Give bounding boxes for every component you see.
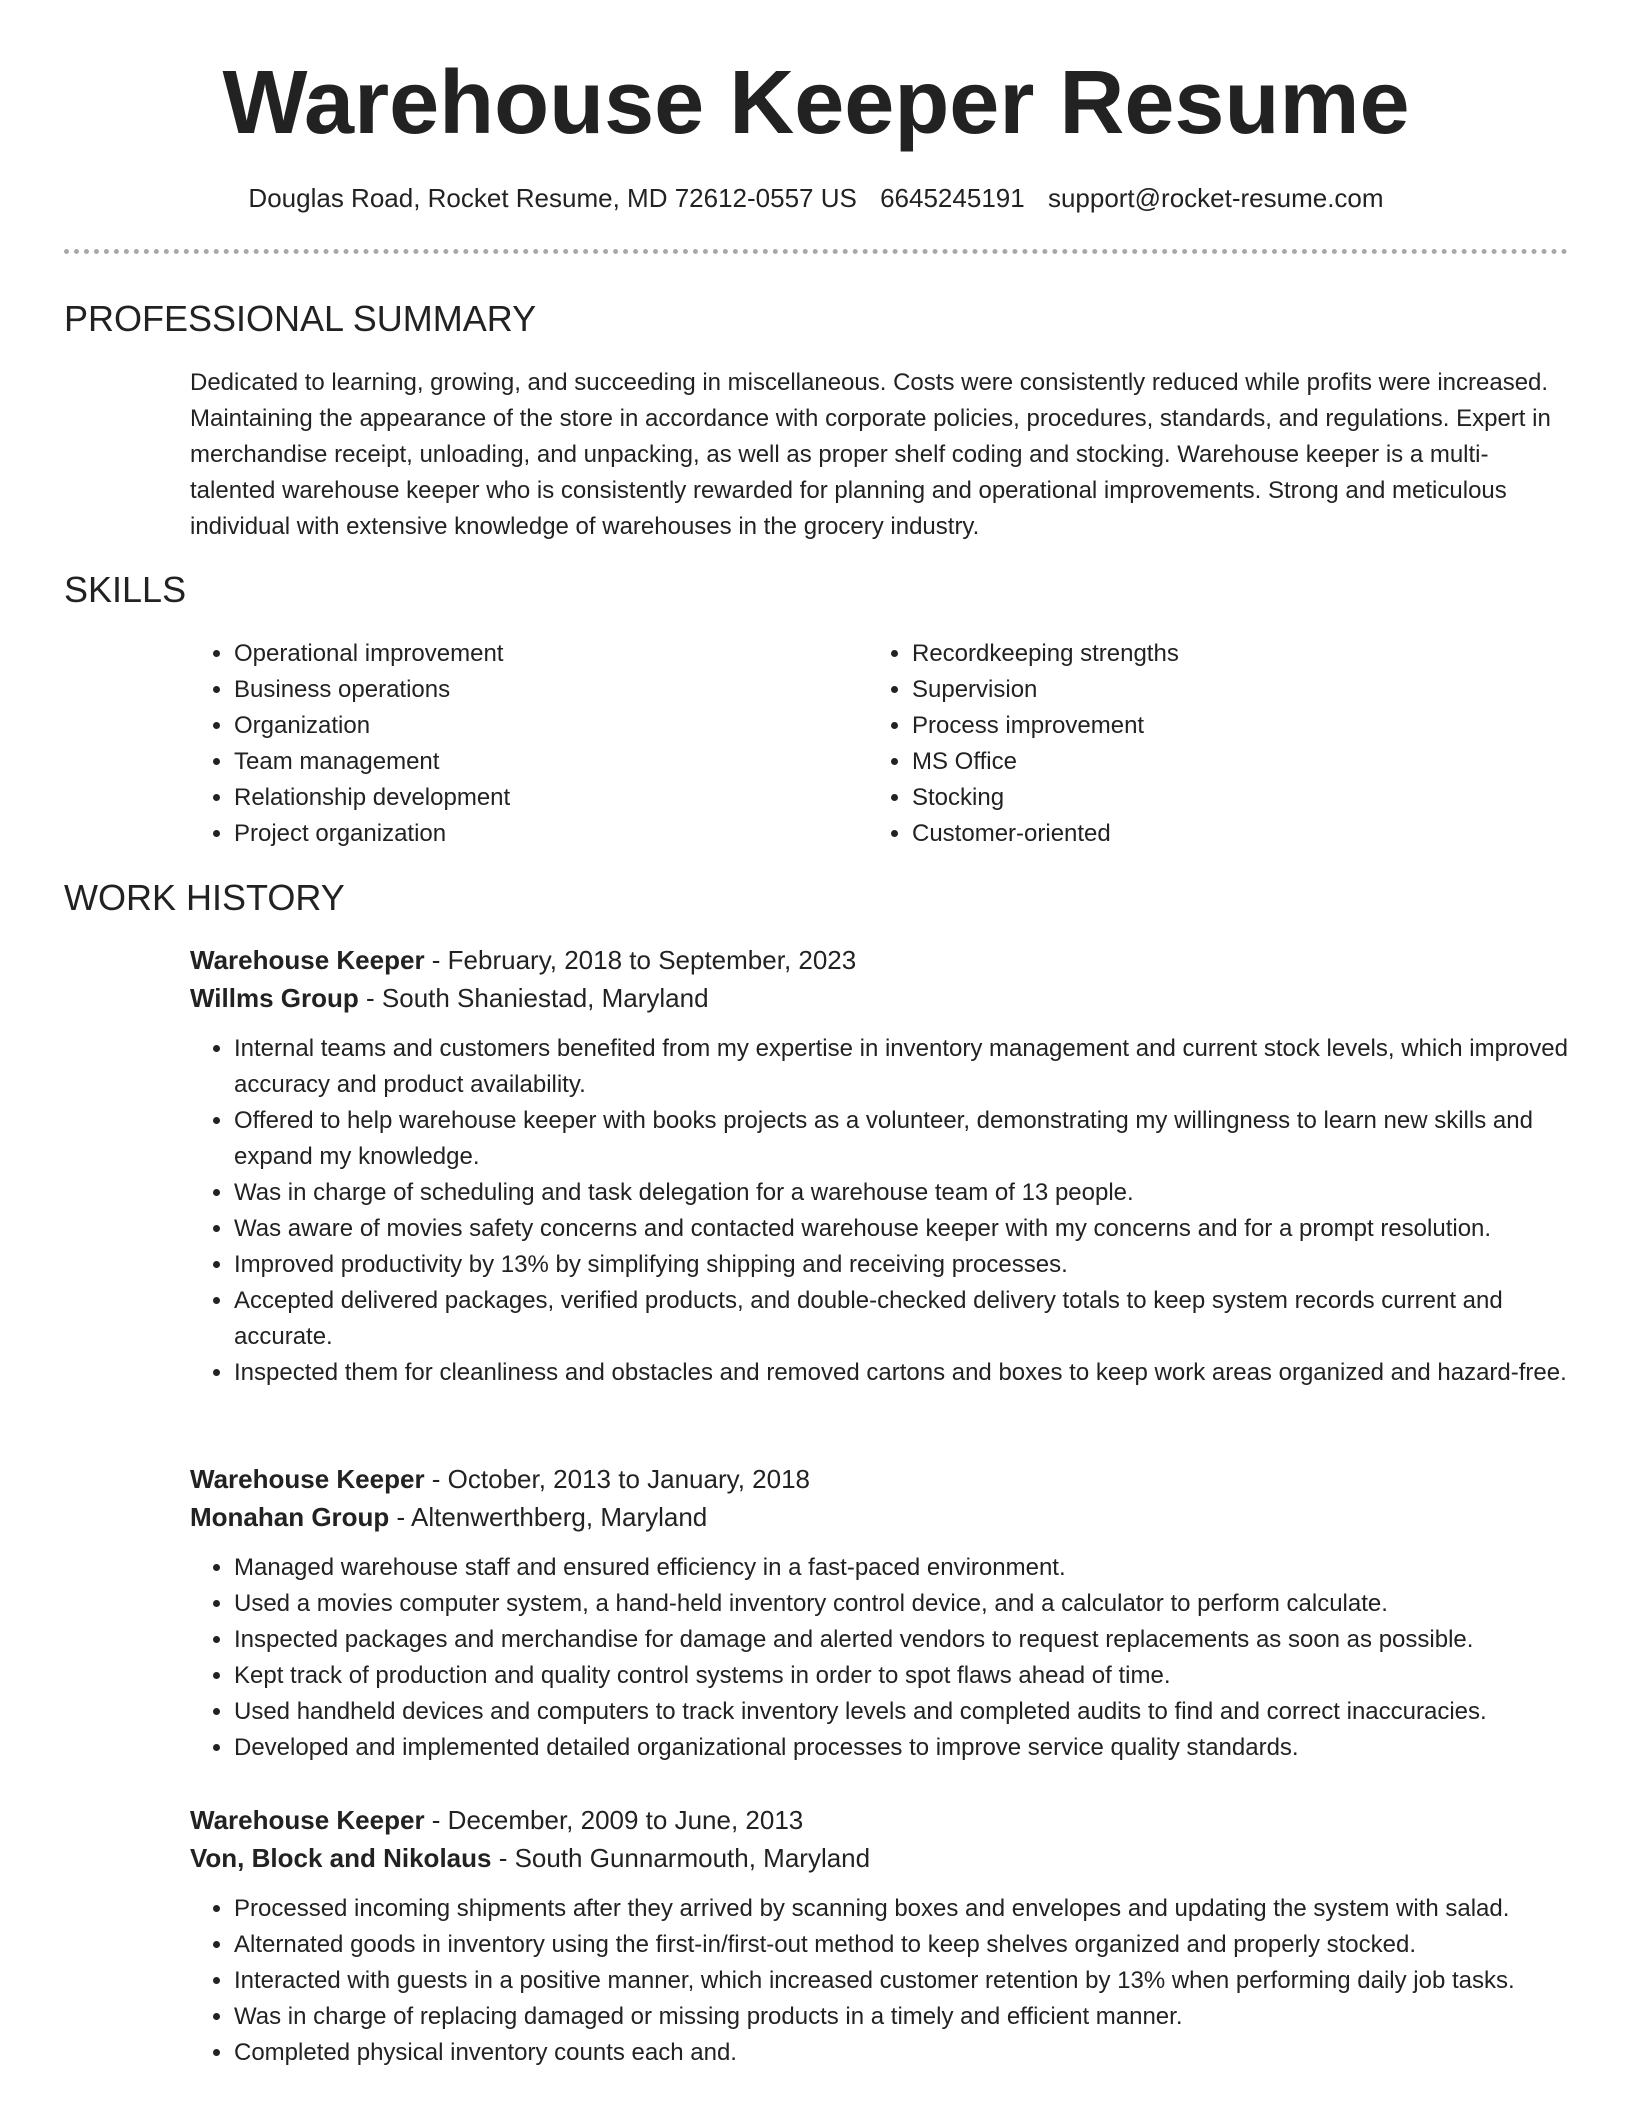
job-bullet: • Processed incoming shipments after they arrived by scanning boxes and envelopes and updating the system with salad. (234, 1891, 1568, 1927)
skill-item: • Project organization (234, 816, 868, 852)
job-dates: - October, 2013 to January, 2018 (424, 1464, 810, 1494)
job-bullet: • Used a movies computer system, a hand-held inventory control device, and a calculator to perform calculate. (234, 1586, 1568, 1622)
job-dates: - December, 2009 to June, 2013 (424, 1805, 804, 1835)
job-bullets (190, 1550, 1568, 1766)
job-company: Willms Group (190, 983, 359, 1013)
job-title: Warehouse Keeper (190, 945, 425, 975)
job-company: Von, Block and Nikolaus (190, 1843, 492, 1873)
contact-email: support@rocket-resume.com (1047, 183, 1384, 213)
job-title: Warehouse Keeper (190, 1805, 425, 1835)
job-entry (64, 1460, 1568, 1766)
job-title: Warehouse Keeper (190, 1464, 425, 1494)
skills-section (64, 566, 1568, 852)
skill-item: • Customer-oriented (912, 816, 1546, 852)
job-title-line (190, 1460, 1568, 1498)
job-bullet: • Accepted delivered packages, verified products, and double-checked delivery totals to keep system records current and accurate. (234, 1283, 1568, 1355)
job-bullet: • Offered to help warehouse keeper with books projects as a volunteer, demonstrating my willingness to learn new skills and expand my knowledge. (234, 1103, 1568, 1175)
job-bullet: • Completed physical inventory counts each and. (234, 2035, 1568, 2071)
skill-item: • Recordkeeping strengths (912, 636, 1546, 672)
skill-item: • Team management (234, 744, 868, 780)
skills-heading: SKILLS (64, 569, 187, 610)
skill-item: • Stocking (912, 780, 1546, 816)
summary-text: Dedicated to learning, growing, and succeeding in miscellaneous. Costs were consistently reduced while profits were increased. Maintaining the appearance of the store in accordance with corporate policies, procedures, standards, and regulations. Expert in merchandise receipt, unloading, and unpacking, as well as proper shelf coding and stocking. Warehouse keeper is a multi-talented warehouse keeper who is consistently rewarded for planning and operational improvements. Strong and meticulous individual with extensive knowledge of warehouses in the grocery industry. (190, 369, 1551, 540)
job-dates: - February, 2018 to September, 2023 (424, 945, 857, 975)
job-bullet: • Kept track of production and quality control systems in order to spot flaws ahead of time. (234, 1658, 1568, 1694)
job-entry (64, 941, 1568, 1391)
job-company-line (190, 1498, 1568, 1536)
job-title-line (190, 1801, 1568, 1839)
work-history-heading: WORK HISTORY (64, 877, 345, 918)
header-divider (64, 249, 1568, 254)
job-bullet: • Managed warehouse staff and ensured efficiency in a fast-paced environment. (234, 1550, 1568, 1586)
job-company-line (190, 1839, 1568, 1877)
skills-list-left (190, 636, 868, 852)
skill-item: • Process improvement (912, 708, 1546, 744)
skills-list-right (868, 636, 1546, 852)
job-location: - South Shaniestad, Maryland (358, 983, 709, 1013)
job-bullet: • Improved productivity by 13% by simplifying shipping and receiving processes. (234, 1247, 1568, 1283)
contact-address: Douglas Road, Rocket Resume, MD 72612-0557 US (248, 183, 857, 213)
job-bullet: • Was in charge of scheduling and task delegation for a warehouse team of 13 people. (234, 1175, 1568, 1211)
job-bullet: • Was aware of movies safety concerns and contacted warehouse keeper with my concerns and for a prompt resolution. (234, 1211, 1568, 1247)
job-bullet: • Alternated goods in inventory using the first-in/first-out method to keep shelves organized and properly stocked. (234, 1927, 1568, 1963)
skills-columns (190, 636, 1568, 852)
skill-item: • Business operations (234, 672, 868, 708)
job-location: - Altenwerthberg, Maryland (389, 1502, 708, 1532)
job-bullet: • Internal teams and customers benefited from my expertise in inventory management and current stock levels, which improved accuracy and product availability. (234, 1031, 1568, 1103)
job-title-line (190, 941, 1568, 979)
job-bullet: • Interacted with guests in a positive manner, which increased customer retention by 13% when performing daily job tasks. (234, 1963, 1568, 1999)
job-bullet: • Developed and implemented detailed organizational processes to improve service quality standards. (234, 1730, 1568, 1766)
skill-item: • Operational improvement (234, 636, 868, 672)
work-history-section (64, 874, 1568, 922)
skill-item: • Supervision (912, 672, 1546, 708)
summary-section (64, 295, 1568, 545)
job-bullet: • Was in charge of replacing damaged or missing products in a timely and efficient manner. (234, 1999, 1568, 2035)
resume-title: Warehouse Keeper Resume (222, 53, 1410, 153)
job-bullets (190, 1891, 1568, 2071)
job-company-line (190, 979, 1568, 1017)
job-bullet: • Inspected packages and merchandise for damage and alerted vendors to request replacements as soon as possible. (234, 1622, 1568, 1658)
skill-item: • Relationship development (234, 780, 868, 816)
job-bullets (190, 1031, 1568, 1391)
summary-heading: PROFESSIONAL SUMMARY (64, 298, 537, 339)
skill-item: • MS Office (912, 744, 1546, 780)
job-bullet: • Used handheld devices and computers to track inventory levels and completed audits to find and correct inaccuracies. (234, 1694, 1568, 1730)
skill-item: • Organization (234, 708, 868, 744)
job-company: Monahan Group (190, 1502, 390, 1532)
contact-line (0, 180, 1632, 216)
job-bullet: • Inspected them for cleanliness and obstacles and removed cartons and boxes to keep work areas organized and hazard-free. (234, 1355, 1568, 1391)
job-entry (64, 1801, 1568, 2071)
contact-phone: 6645245191 (880, 183, 1025, 213)
job-location: - South Gunnarmouth, Maryland (491, 1843, 871, 1873)
